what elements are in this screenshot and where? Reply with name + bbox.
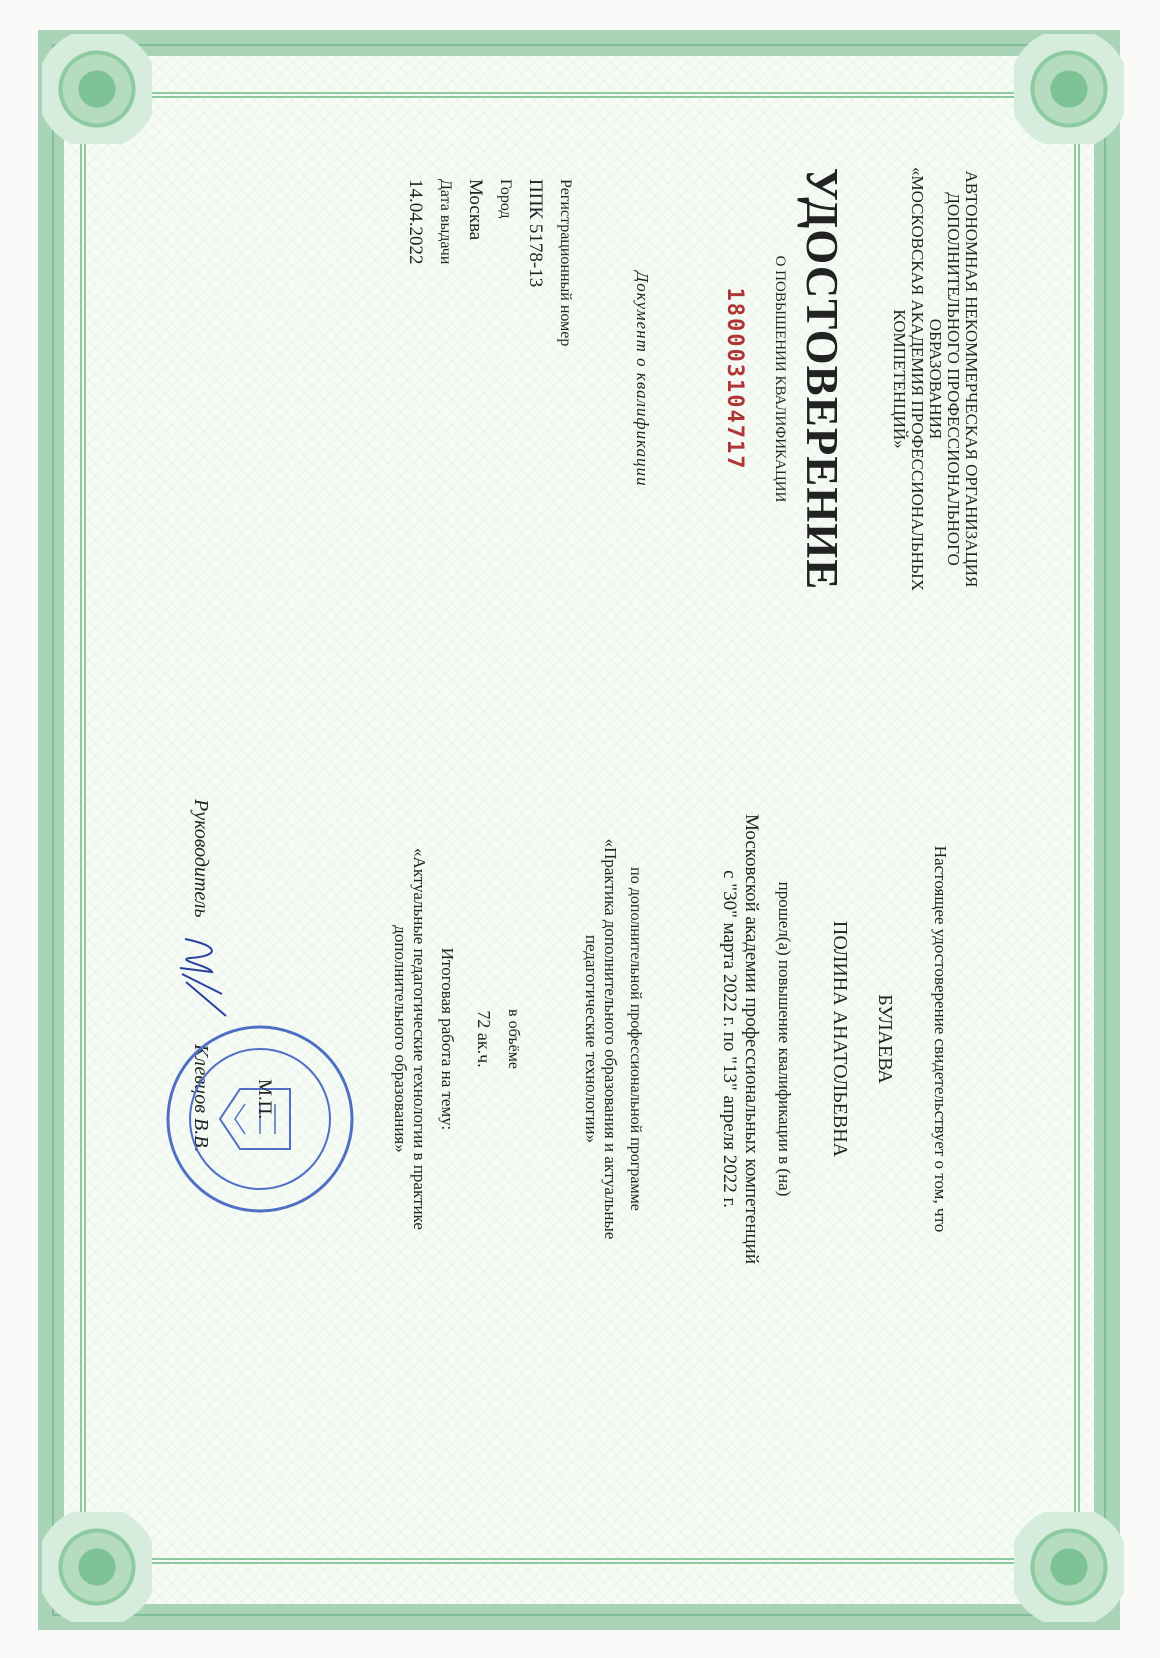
holder-given-names: ПОЛИНА АНАТОЛЬЕВНА [829, 920, 851, 1158]
city-value: Москва [465, 179, 486, 241]
training-statement: прошел(а) повышение квалификации в (на) [775, 881, 794, 1197]
signer-name: Клевцов В.В. [190, 1044, 212, 1153]
issue-date-label: Дата выдачи [437, 179, 454, 265]
training-period: с "30" марта 2022 г. по "13" апреля 2022 г. [719, 870, 740, 1208]
signer-role: Руководитель [190, 799, 212, 918]
document-title: УДОСТОВЕРЕНИЕ [797, 167, 847, 591]
program-name-line-2: педагогические технологии» [582, 934, 601, 1144]
certificate-content [110, 99, 1050, 1559]
final-work-label: Итоговая работа на тему: [438, 947, 457, 1131]
certify-statement: Настоящее удостоверение свидетельствует о том, что [931, 845, 950, 1233]
reg-number-value: ППК 5178-13 [525, 179, 546, 288]
volume-value: 72 ак.ч. [474, 1010, 494, 1068]
registration-block [394, 179, 574, 479]
program-name-line-1: «Практика дополнительного образования и актуальные [601, 838, 620, 1240]
city-label: Город [497, 179, 514, 219]
org-line-2: ДОПОЛНИТЕЛЬНОГО ПРОФЕССИОНАЛЬНОГО ОБРАЗОВАНИЯ [926, 192, 963, 566]
stamp-placement-mark: М.П. [254, 1079, 275, 1120]
certificate-body-panel [391, 659, 950, 1419]
certificate-cover-panel [632, 159, 980, 599]
issue-date-value: 14.04.2022 [405, 179, 426, 265]
org-line-3: «МОСКОВСКАЯ АКАДЕМИЯ ПРОФЕССИОНАЛЬНЫХ КОМПЕТЕНЦИЙ» [890, 166, 927, 592]
holder-surname: БУЛАЕВА [874, 994, 896, 1084]
document-subtitle: О ПОВЫШЕНИИ КВАЛИФИКАЦИИ [772, 255, 788, 503]
academy-name: Московской академии профессиональных компетенций [741, 813, 762, 1265]
volume-label: в объёме [505, 1009, 522, 1069]
reg-number-label: Регистрационный номер [557, 179, 574, 347]
signature-image [170, 934, 230, 1024]
serial-number: 180003104717 [722, 287, 747, 471]
final-work-topic-line-2: дополнительного образования» [391, 925, 410, 1153]
document-type: Документ о квалификации [633, 271, 652, 487]
final-work-topic-line-1: «Актуальные педагогические технологии в практике [410, 848, 429, 1230]
program-lead: по дополнительной профессиональной программе [627, 867, 644, 1211]
org-line-1: АВТОНОМНАЯ НЕКОММЕРЧЕСКАЯ ОРГАНИЗАЦИЯ [962, 170, 981, 588]
